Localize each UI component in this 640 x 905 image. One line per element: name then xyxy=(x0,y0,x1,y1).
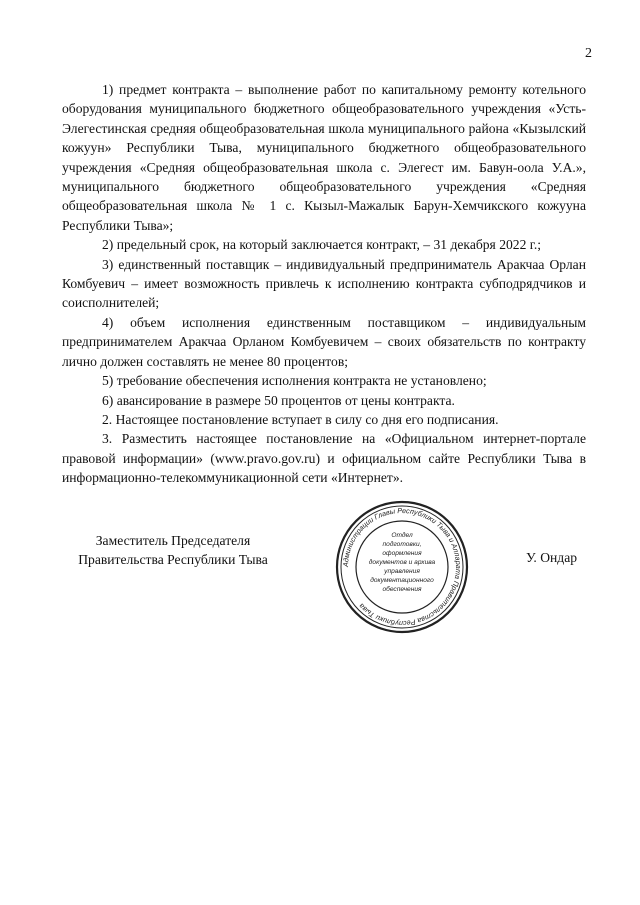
paragraph-item-4: 4) объем исполнения единственным поставщиком – индивидуальным предпринимателем Аракчаа Орланом Комбуевичем – своих обязательств по контракту лично должен составлять не менее 80 процентов; xyxy=(62,314,586,369)
signatory-name: У. Ондар xyxy=(526,550,578,565)
svg-text:подготовки,: подготовки, xyxy=(382,541,422,548)
svg-text:обеспечения: обеспечения xyxy=(382,586,422,593)
stamp-outer-text: Администрации Главы Республики Тыва и Аппарата Правительства Республики Тыва xyxy=(340,505,464,629)
signatory-title-line1: Заместитель Председателя xyxy=(95,533,251,548)
svg-text:документов и архива: документов и архива xyxy=(368,559,436,566)
signatory-title xyxy=(62,531,284,570)
page-number: 2 xyxy=(585,46,592,61)
stamp-inner-text xyxy=(369,531,436,593)
paragraph-point-3: 3. Разместить настоящее постановление на «Официальном интернет-портале правовой информации» (www.pravo.gov.ru) и официальном сайте Республики Тыва в информационно-телекоммуникационной сети «Интернет». xyxy=(62,431,586,486)
svg-text:оформления: оформления xyxy=(382,550,422,557)
paragraph-item-6: 6) авансирование в размере 50 процентов от цены контракта. xyxy=(102,392,455,408)
paragraph-item-5: 5) требование обеспечения исполнения контракта не установлено; xyxy=(102,373,487,389)
paragraph-item-1: 1) предмет контракта – выполнение работ по капитальному ремонту котельного оборудования муниципального бюджетного общеобразовательного учреждения «Усть-Элегестинская средняя общеобразовательная школа муниципального района «Кызылский кожуун» Республики Тыва, муниципального бюджетного общеобразовательного учреждения «Средняя общеобразовательная школа с. Элегест им. Бавун-оола У.А.», муниципального бюджетного общеобразовательного учреждения «Средняя общеобразовательная школа № 1 с. Кызыл-Мажалык Барун-Хемчикского кожууна Республики Тыва»; xyxy=(62,82,586,233)
paragraph-point-2: 2. Настоящее постановление вступает в силу со дня его подписания. xyxy=(102,411,499,427)
signatory-title-line2: Правительства Республики Тыва xyxy=(78,552,268,568)
document-body xyxy=(62,80,586,488)
paragraph-item-2: 2) предельный срок, на который заключается контракт, – 31 декабря 2022 г.; xyxy=(102,237,542,253)
paragraph-item-3: 3) единственный поставщик – индивидуальный предприниматель Аракчаа Орлан Комбуевич – имеет возможность привлечь к исполнению контракта субподрядчиков и соисполнителей; xyxy=(62,256,586,311)
svg-text:Отдел: Отдел xyxy=(391,532,413,539)
official-stamp xyxy=(334,499,470,635)
svg-text:документационного: документационного xyxy=(370,577,434,584)
svg-text:управления: управления xyxy=(384,568,420,575)
